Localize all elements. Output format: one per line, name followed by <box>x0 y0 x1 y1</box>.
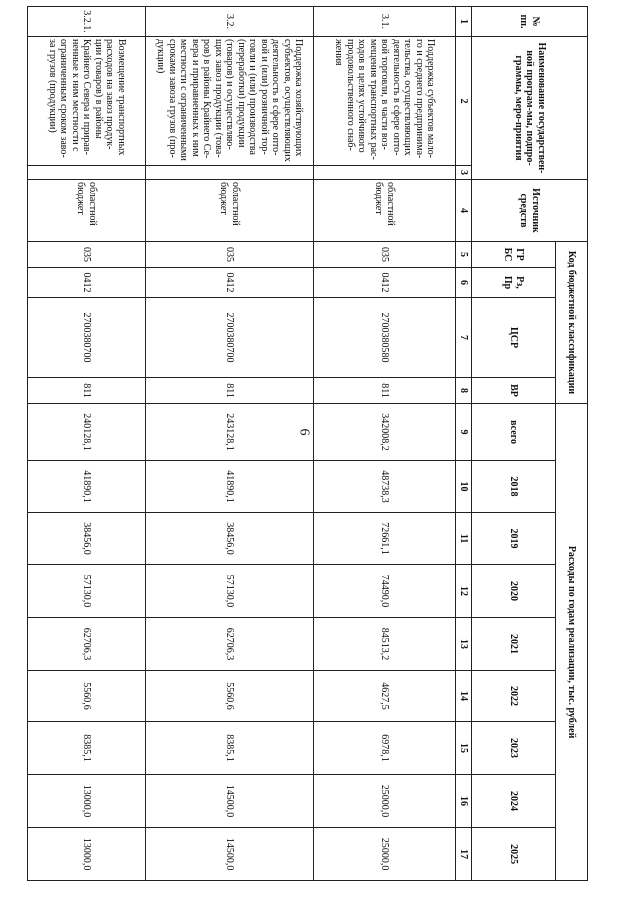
row-year-value: 38456,0 <box>28 513 146 565</box>
row-year-value: 72661,1 <box>314 513 456 565</box>
column-number: 8 <box>456 378 472 404</box>
header-year: 2019 <box>472 513 556 565</box>
row-total: 243128,1 <box>146 404 314 461</box>
row-num: 3.1. <box>314 7 456 37</box>
row-csr: 2700380700 <box>28 298 146 378</box>
row-year-value: 62706,3 <box>28 618 146 671</box>
row-year-value: 84513,2 <box>314 618 456 671</box>
row-vr: 811 <box>146 378 314 404</box>
header-year: 2023 <box>472 722 556 775</box>
row-year-value: 74490,0 <box>314 565 456 618</box>
column-number: 17 <box>456 828 472 881</box>
row-year-value: 38456,0 <box>146 513 314 565</box>
header-name: Наименование государствен-ной програм-мы, подпро-граммы, меро-приятия <box>472 37 588 180</box>
column-number: 6 <box>456 268 472 298</box>
header-total: всего <box>472 404 556 461</box>
column-number: 11 <box>456 513 472 565</box>
row-grbs: 035 <box>146 242 314 268</box>
row-total: 240128,1 <box>28 404 146 461</box>
row-rzpr: 0412 <box>28 268 146 298</box>
row-grbs: 035 <box>314 242 456 268</box>
header-grbs: ГР БС <box>472 242 556 268</box>
row-year-value: 57130,0 <box>28 565 146 618</box>
row-year-value: 62706,3 <box>146 618 314 671</box>
header-source: Источник средств <box>472 180 588 242</box>
budget-table <box>27 6 588 881</box>
column-number: 16 <box>456 775 472 828</box>
column-number: 3 <box>456 166 472 180</box>
header-year: 2021 <box>472 618 556 671</box>
row-csr: 2700380580 <box>314 298 456 378</box>
column-number: 15 <box>456 722 472 775</box>
row-total: 342008,2 <box>314 404 456 461</box>
column-number: 1 <box>456 7 472 37</box>
column-number: 7 <box>456 298 472 378</box>
header-num: № пп. <box>472 7 588 37</box>
row-num: 3.2.1. <box>28 7 146 37</box>
row-source: областной бюджет <box>146 180 314 242</box>
row-vr: 811 <box>28 378 146 404</box>
row-year-value: 6978,1 <box>314 722 456 775</box>
header-year: 2020 <box>472 565 556 618</box>
header-rzpr: Рз, Пр <box>472 268 556 298</box>
row-year-value: 13000,0 <box>28 828 146 881</box>
row-year-value: 41890,1 <box>28 461 146 513</box>
header-budget-code: Код бюджетной классификации <box>556 242 588 404</box>
row-year-value: 48738,3 <box>314 461 456 513</box>
row-year-value: 5560,6 <box>28 671 146 722</box>
row-spacer <box>146 166 314 180</box>
header-year: 2022 <box>472 671 556 722</box>
row-name: Поддержка субъектов мало-го и среднего предпринима-тельства, осуществляющих деятельность в сфере опто-вой торговли, в части воз-мещения транспортных рас-ходов в целях устойчивого продовольственного снаб-жения <box>314 37 456 166</box>
header-year: 2024 <box>472 775 556 828</box>
row-source: областной бюджет <box>28 180 146 242</box>
table-row <box>28 7 146 881</box>
row-name: Поддержка хозяйствующих субъектов, осуществляющих деятельность в сфере опто-вой и (или) розничной тор-говли и (или) производства (переработки) продукции (товаров) и осуществляю-щих завоз продукции (това-ров) в районы Крайнего Се-вера и приравненных к ним местности с ограниченными сроками завоза грузов (про-дукции) <box>146 37 314 166</box>
row-spacer <box>314 166 456 180</box>
budget-table-page <box>28 6 588 880</box>
row-year-value: 8385,1 <box>28 722 146 775</box>
row-year-value: 25000,0 <box>314 828 456 881</box>
table-row <box>146 7 314 881</box>
row-year-value: 57130,0 <box>146 565 314 618</box>
column-number: 2 <box>456 37 472 166</box>
column-number: 4 <box>456 180 472 242</box>
row-year-value: 14500,0 <box>146 775 314 828</box>
row-spacer <box>28 166 146 180</box>
column-number: 13 <box>456 618 472 671</box>
row-rzpr: 0412 <box>314 268 456 298</box>
row-year-value: 8385,1 <box>146 722 314 775</box>
header-expenses: Расходы по годам реализации, тыс. рублей <box>556 404 588 881</box>
column-number: 14 <box>456 671 472 722</box>
row-rzpr: 0412 <box>146 268 314 298</box>
header-year: 2018 <box>472 461 556 513</box>
column-number: 10 <box>456 461 472 513</box>
column-number: 9 <box>456 404 472 461</box>
row-vr: 811 <box>314 378 456 404</box>
row-year-value: 41890,1 <box>146 461 314 513</box>
row-year-value: 5560,6 <box>146 671 314 722</box>
column-number: 12 <box>456 565 472 618</box>
row-source: областной бюджет <box>314 180 456 242</box>
header-csr: ЦСР <box>472 298 556 378</box>
row-year-value: 14500,0 <box>146 828 314 881</box>
row-year-value: 4627,5 <box>314 671 456 722</box>
row-csr: 2700380700 <box>146 298 314 378</box>
row-grbs: 035 <box>28 242 146 268</box>
row-name: Возмещение транспортных расходов на завоз продук-ции (товаров) в районы Крайнего Севера и прирав-ненные к ним местности с ограниченным сроком заво-за грузов (продукции) <box>28 37 146 166</box>
row-year-value: 25000,0 <box>314 775 456 828</box>
table-row <box>314 7 456 881</box>
column-number: 5 <box>456 242 472 268</box>
header-year: 2025 <box>472 828 556 881</box>
header-vr: ВР <box>472 378 556 404</box>
page-number: 6 <box>296 428 312 436</box>
rotated-table-wrapper <box>28 6 588 880</box>
row-year-value: 13000,0 <box>28 775 146 828</box>
row-num: 3.2. <box>146 7 314 37</box>
